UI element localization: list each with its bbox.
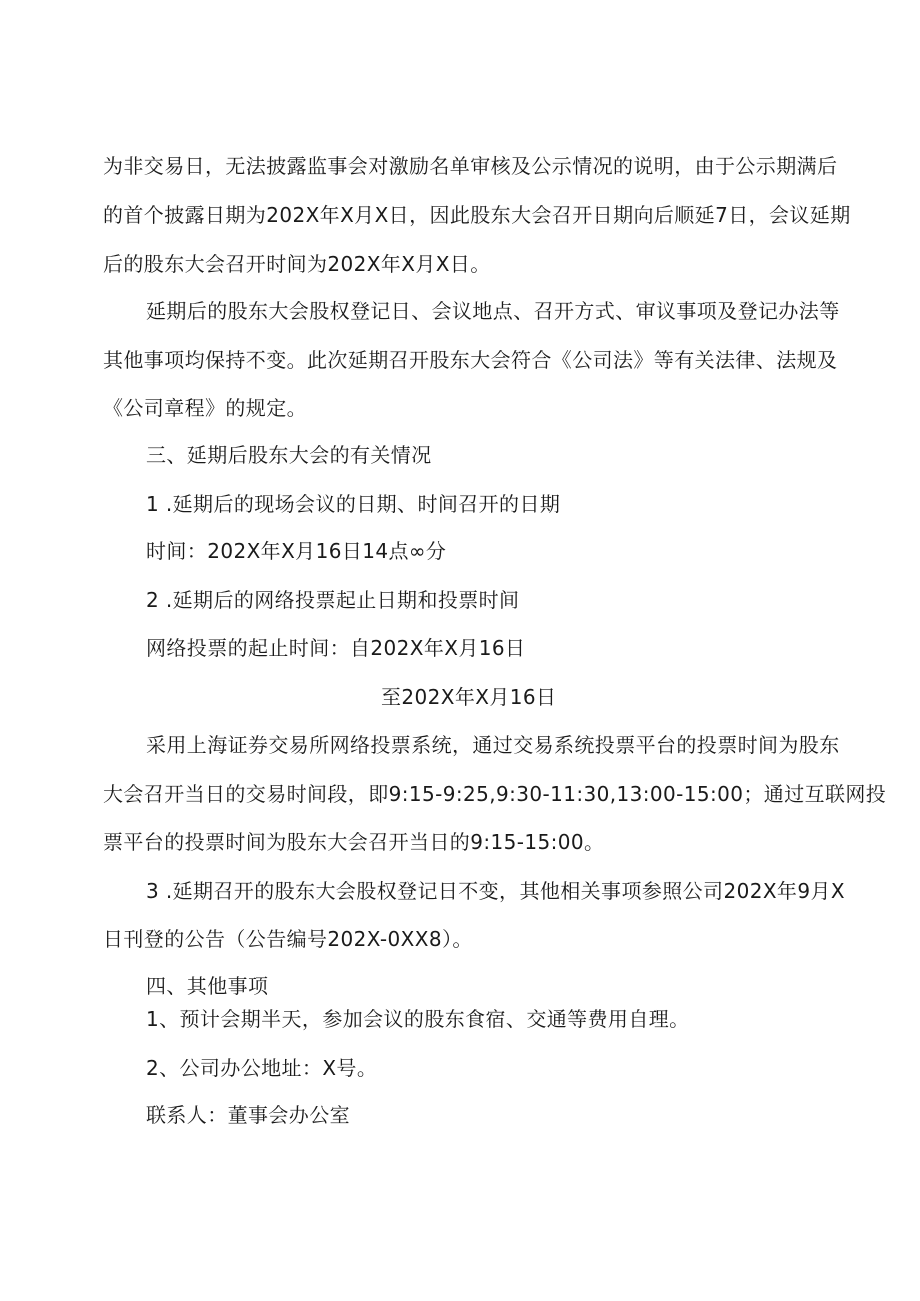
list-item: 2 .延期后的网络投票起止日期和投票时间	[146, 588, 520, 612]
paragraph-line: 的首个披露日期为202X年X月X日，因此股东大会召开日期向后顺延7日，会议延期	[103, 203, 851, 227]
paragraph-line: 大会召开当日的交易时间段，即9:15-9:25,9:30-11:30,13:00-15:00；通过互联网投	[103, 782, 887, 806]
paragraph-line: 延期后的股东大会股权登记日、会议地点、召开方式、审议事项及登记办法等	[146, 299, 840, 323]
list-item: 1 .延期后的现场会议的日期、时间召开的日期	[146, 492, 561, 516]
paragraph-line: 后的股东大会召开时间为202X年X月X日。	[103, 252, 491, 276]
paragraph-line: 网络投票的起止时间：自202X年X月16日	[146, 636, 526, 660]
paragraph-line: 时间：202X年X月16日14点∞分	[146, 539, 447, 563]
paragraph-line: 至202X年X月16日	[381, 685, 557, 709]
paragraph-line: 其他事项均保持不变。此次延期召开股东大会符合《公司法》等有关法律、法规及	[103, 348, 838, 372]
list-item: 2、公司办公地址：X号。	[146, 1056, 378, 1080]
paragraph-line: 《公司章程》的规定。	[103, 396, 307, 420]
paragraph-line: 票平台的投票时间为股东大会召开当日的9:15-15:00。	[103, 830, 605, 854]
paragraph-line: 采用上海证券交易所网络投票系统，通过交易系统投票平台的投票时间为股东	[146, 733, 840, 757]
paragraph-line: 日刊登的公告（公告编号202X-0XX8）。	[103, 927, 473, 951]
paragraph-line: 为非交易日，无法披露监事会对激励名单审核及公示情况的说明，由于公示期满后	[103, 154, 838, 178]
paragraph-line: 联系人：董事会办公室	[146, 1103, 350, 1127]
section-heading: 四、其他事项	[146, 974, 269, 998]
section-heading: 三、延期后股东大会的有关情况	[146, 443, 432, 467]
list-item: 3 .延期召开的股东大会股权登记日不变，其他相关事项参照公司202X年9月X	[146, 879, 845, 903]
list-item: 1、预计会期半天，参加会议的股东食宿、交通等费用自理。	[146, 1007, 690, 1031]
